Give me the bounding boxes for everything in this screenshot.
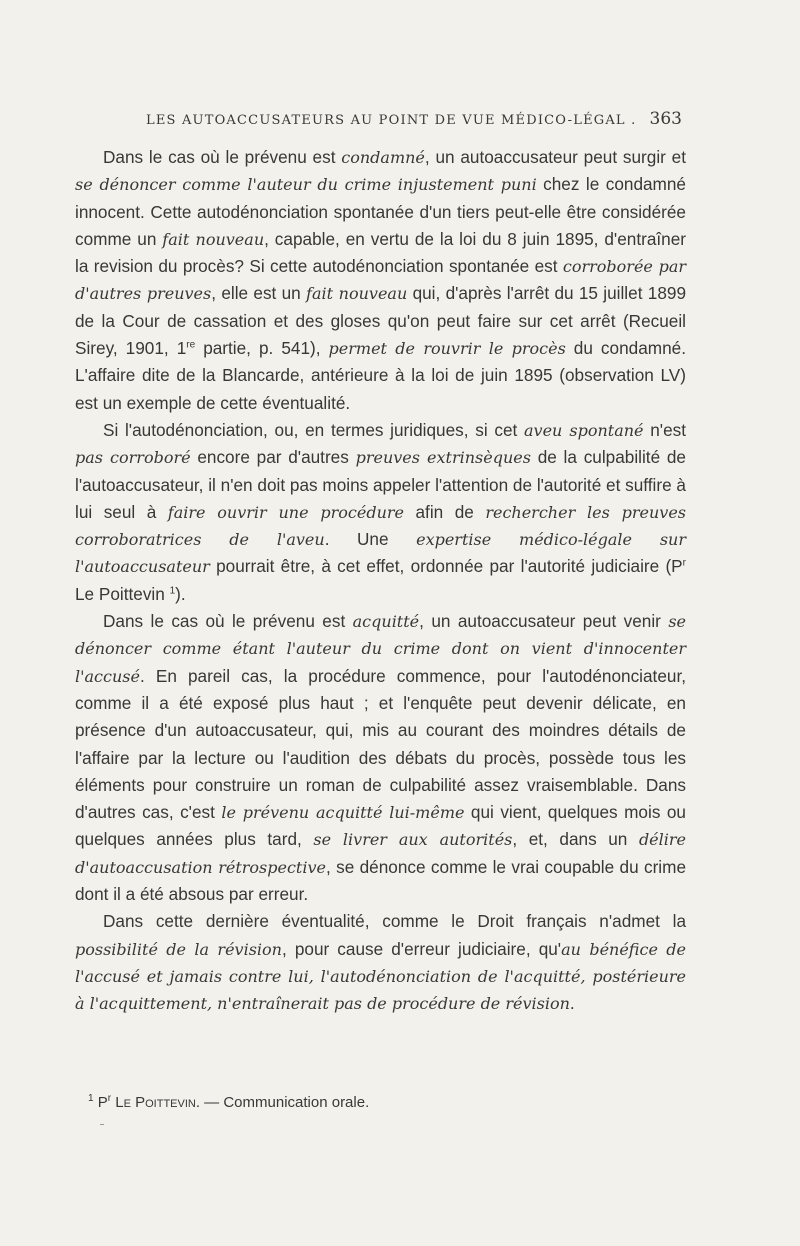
italic-phrase: expertise médico-légale sur l'autoaccusateur bbox=[75, 530, 686, 577]
text-run: . bbox=[569, 993, 575, 1014]
italic-phrase: au bénéfice de l'accusé et jamais contre lui, l'autodénonciation de l'acquitté, postérieure à l'acquittement, n'entraînerait pas de procédure de révision bbox=[75, 939, 687, 1014]
italic-phrase: possibilité de la révision bbox=[75, 939, 282, 959]
text-run: , capable, en vertu de la loi du 8 juin 1895, d'entraîner la revision du procès? Si cette autodénonciation spontanée est bbox=[75, 228, 687, 277]
running-header bbox=[146, 109, 682, 129]
text-run: partie, p. 541), bbox=[195, 338, 329, 359]
text-run: afin de bbox=[404, 501, 486, 522]
footnote-text: . — Communication orale. bbox=[195, 1094, 370, 1111]
paragraph bbox=[75, 417, 686, 608]
text-run: n'est bbox=[643, 419, 686, 440]
text-run: chez le condamné innocent. Cette autodénonciation spontanée d'un tiers peut-elle être considérée comme un bbox=[75, 174, 686, 249]
italic-phrase: fait nouveau bbox=[162, 229, 265, 249]
footnote-mark bbox=[100, 1124, 104, 1125]
italic-phrase: le prévenu acquitté lui-même bbox=[221, 803, 465, 823]
paragraph bbox=[75, 144, 686, 417]
text-run: ). bbox=[175, 583, 186, 604]
page-number: 363 bbox=[649, 109, 682, 129]
italic-phrase: se dénoncer comme étant l'auteur du crime dont on vient d'innocenter l'accusé bbox=[75, 612, 686, 686]
footnote bbox=[88, 1094, 688, 1111]
paragraph bbox=[75, 608, 686, 908]
text-run: Dans le cas où le prévenu est bbox=[103, 147, 342, 167]
italic-phrase: rechercher les preuves corroboratrices de l'aveu bbox=[75, 502, 687, 550]
superscript: r bbox=[682, 557, 686, 569]
body-text bbox=[75, 144, 686, 1018]
text-run: pourrait être, à cet effet, ordonnée par l'autorité judiciaire (P bbox=[209, 556, 683, 577]
text-run: . Une bbox=[324, 529, 417, 550]
italic-phrase: se livrer aux autorités bbox=[313, 830, 513, 850]
footnote-marker: 1 bbox=[88, 1093, 94, 1104]
italic-phrase: fait nouveau bbox=[306, 284, 408, 304]
text-run: Le Poittevin bbox=[75, 583, 170, 604]
superscript: 1 bbox=[169, 585, 176, 597]
text-run: , elle est un bbox=[211, 283, 307, 304]
footnote-title-sup: r bbox=[107, 1093, 112, 1104]
italic-phrase: délire d'autoaccusation rétrospective bbox=[75, 830, 686, 877]
text-run: , et, dans un bbox=[512, 829, 639, 850]
italic-phrase: aveu spontané bbox=[524, 420, 644, 440]
text-run: qui, d'après l'arrêt du 15 juillet 1899 de la Cour de cassation et des gloses qu'on peut faire sur cet arrêt (Recueil Sirey, 1901, 1 bbox=[75, 283, 687, 359]
text-run: . En pareil cas, la procédure commence, pour l'autodénonciateur, comme il a été exposé plus haut ; et l'enquête peut devenir délicate, en présence d'un autoaccusateur, qui, mis au courant des moindres détails de l'affaire par la lecture ou l'audition des débats du procès, possède tous les éléments pour construire un roman de culpabilité assez vraisemblable. Dans d'autres cas, c'est bbox=[75, 665, 686, 823]
italic-phrase: corroborée par d'autres preuves bbox=[75, 257, 687, 304]
italic-phrase: se dénoncer comme l'auteur du crime injustement puni bbox=[75, 175, 537, 195]
superscript: re bbox=[186, 339, 196, 351]
text-run: Dans cette dernière éventualité, comme le Droit français n'admet la bbox=[103, 911, 686, 932]
text-run: Si l'autodénonciation, ou, en termes juridiques, si cet bbox=[103, 419, 524, 440]
italic-phrase: pas corroboré bbox=[75, 448, 191, 468]
text-run: qui vient, quelques mois ou quelques années plus tard, bbox=[75, 802, 686, 850]
paragraph bbox=[75, 908, 686, 1017]
text-run: , pour cause d'erreur judiciaire, qu' bbox=[281, 938, 562, 959]
italic-phrase: condamné bbox=[341, 148, 425, 167]
text-run: de la culpabilité de l'autoaccusateur, il n'en doit pas moins appeler l'attention de l'autorité et suffire à lui seul à bbox=[75, 447, 686, 522]
italic-phrase: permet de rouvrir le procès bbox=[328, 339, 566, 359]
text-run: , se dénonce comme le vrai coupable du crime dont il a été absous par erreur. bbox=[75, 856, 686, 905]
running-title: LES AUTOACCUSATEURS AU POINT DE VUE MÉDICO-LÉGAL . bbox=[146, 113, 637, 128]
text-run: , un autoaccusateur peut venir bbox=[419, 611, 669, 632]
text-run: , un autoaccusateur peut surgir et bbox=[424, 147, 686, 167]
text-run: Dans le cas où le prévenu est bbox=[103, 611, 353, 632]
footnote-title: P bbox=[97, 1094, 108, 1111]
footnote-author: Le Poittevin bbox=[115, 1094, 196, 1111]
italic-phrase: faire ouvrir une procédure bbox=[167, 502, 404, 522]
italic-phrase: preuves extrinsèques bbox=[355, 448, 531, 468]
text-run: encore par d'autres bbox=[190, 447, 356, 468]
text-run: du condamné. L'affaire dite de la Blancarde, antérieure à la loi de juin 1895 (observation LV) est un exemple de cette éventualité. bbox=[75, 338, 686, 413]
italic-phrase: acquitté bbox=[352, 612, 420, 632]
